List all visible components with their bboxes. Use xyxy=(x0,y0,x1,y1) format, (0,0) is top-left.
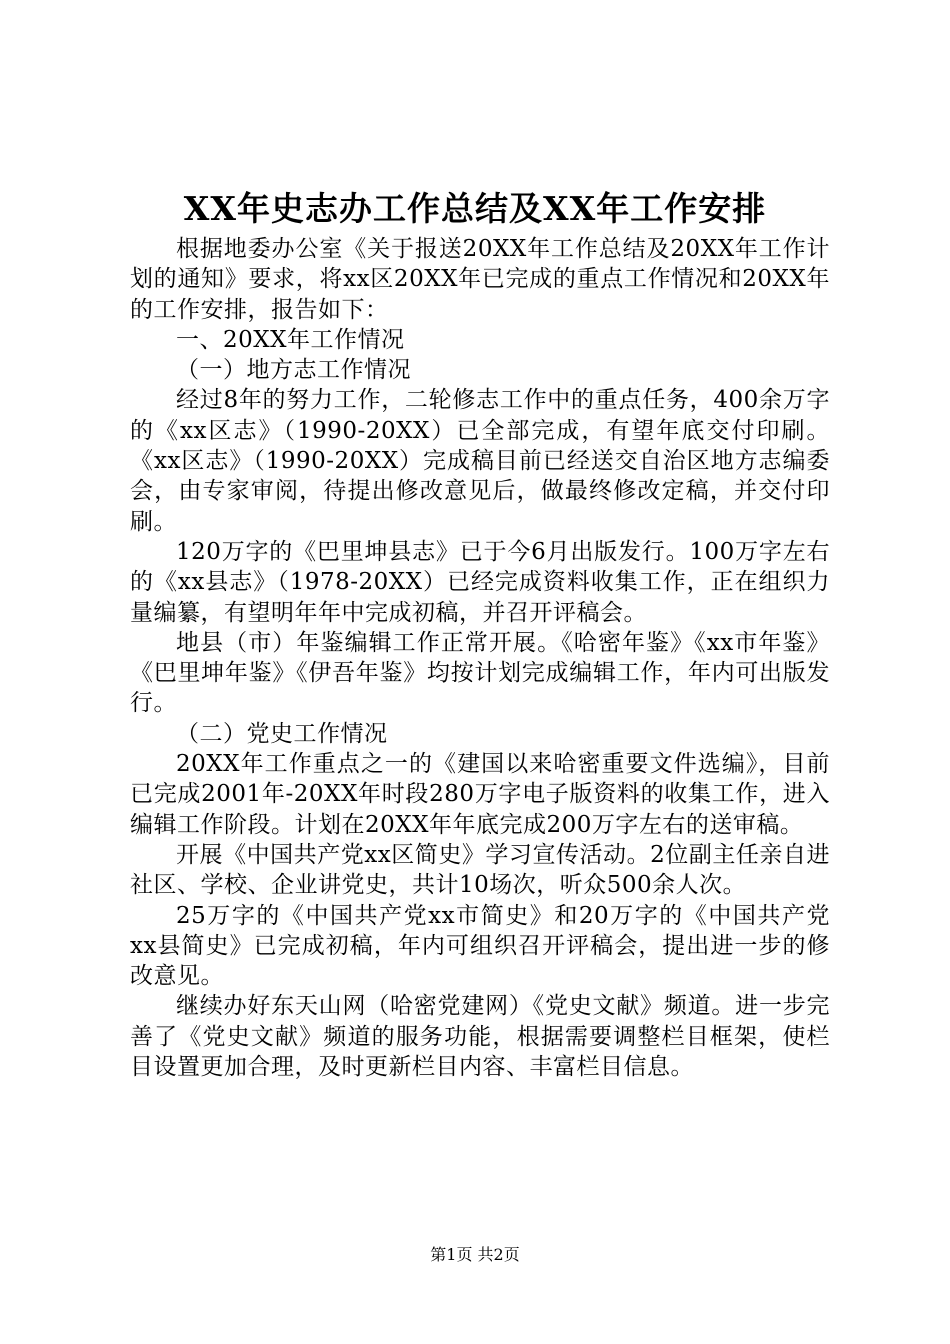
paragraph-yearbooks: 地县（市）年鉴编辑工作正常开展。《哈密年鉴》《xx市年鉴》《巴里坤年鉴》《伊吾年鉴》均按计划完成编辑工作，年内可出版发行。 xyxy=(130,629,830,717)
paragraph-county-chronicles: 120万字的《巴里坤县志》已于今6月出版发行。100万字左右的《xx县志》（1978-20XX）已经完成资料收集工作，正在组织力量编纂，有望明年年中完成初稿，并召开评稿会。 xyxy=(130,538,830,626)
page-number-footer: 第1页 共2页 xyxy=(430,1245,520,1264)
page-title: XX年史志办工作总结及XX年工作安排 xyxy=(183,189,767,228)
document-body xyxy=(130,234,830,1082)
subsection-heading-local-chronicles: （一）地方志工作情况 xyxy=(176,357,411,384)
paragraph-website-channel: 继续办好东天山网（哈密党建网）《党史文献》频道。进一步完善了《党史文献》频道的服务功能，根据需要调整栏目框架，使栏目设置更加合理，及时更新栏目内容、丰富栏目信息。 xyxy=(130,993,830,1081)
paragraph-document-compilation: 20XX年工作重点之一的《建国以来哈密重要文件选编》，目前已完成2001年-20XX年时段280万字电子版资料的收集工作，进入编辑工作阶段。计划在20XX年年底完成200万字左右的送审稿。 xyxy=(130,751,830,838)
paragraph-district-chronicle: 经过8年的努力工作，二轮修志工作中的重点任务，400余万字的《xx区志》（1990-20XX）已全部完成，有望年底交付印刷。《xx区志》（1990-20XX）完成稿目前已经送交自治区地方志编委会，由专家审阅，待提出修改意见后，做最终修改定稿，并交付印刷。 xyxy=(130,387,830,535)
paragraph-brief-history-drafts: 25万字的《中国共产党xx市简史》和20万字的《中国共产党xx县简史》已完成初稿，年内可组织召开评稿会，提出进一步的修改意见。 xyxy=(130,902,830,990)
subsection-heading-party-history: （二）党史工作情况 xyxy=(176,720,388,747)
section-heading-1: 一、20XX年工作情况 xyxy=(176,326,405,353)
intro-paragraph: 根据地委办公室《关于报送20XX年工作总结及20XX年工作计划的通知》要求，将xx区20XX年已完成的重点工作情况和20XX年的工作安排，报告如下： xyxy=(130,236,830,323)
paragraph-brief-history-campaign: 开展《中国共产党xx区简史》学习宣传活动。2位副主任亲自进社区、学校、企业讲党史，共计10场次，听众500余人次。 xyxy=(130,841,830,899)
